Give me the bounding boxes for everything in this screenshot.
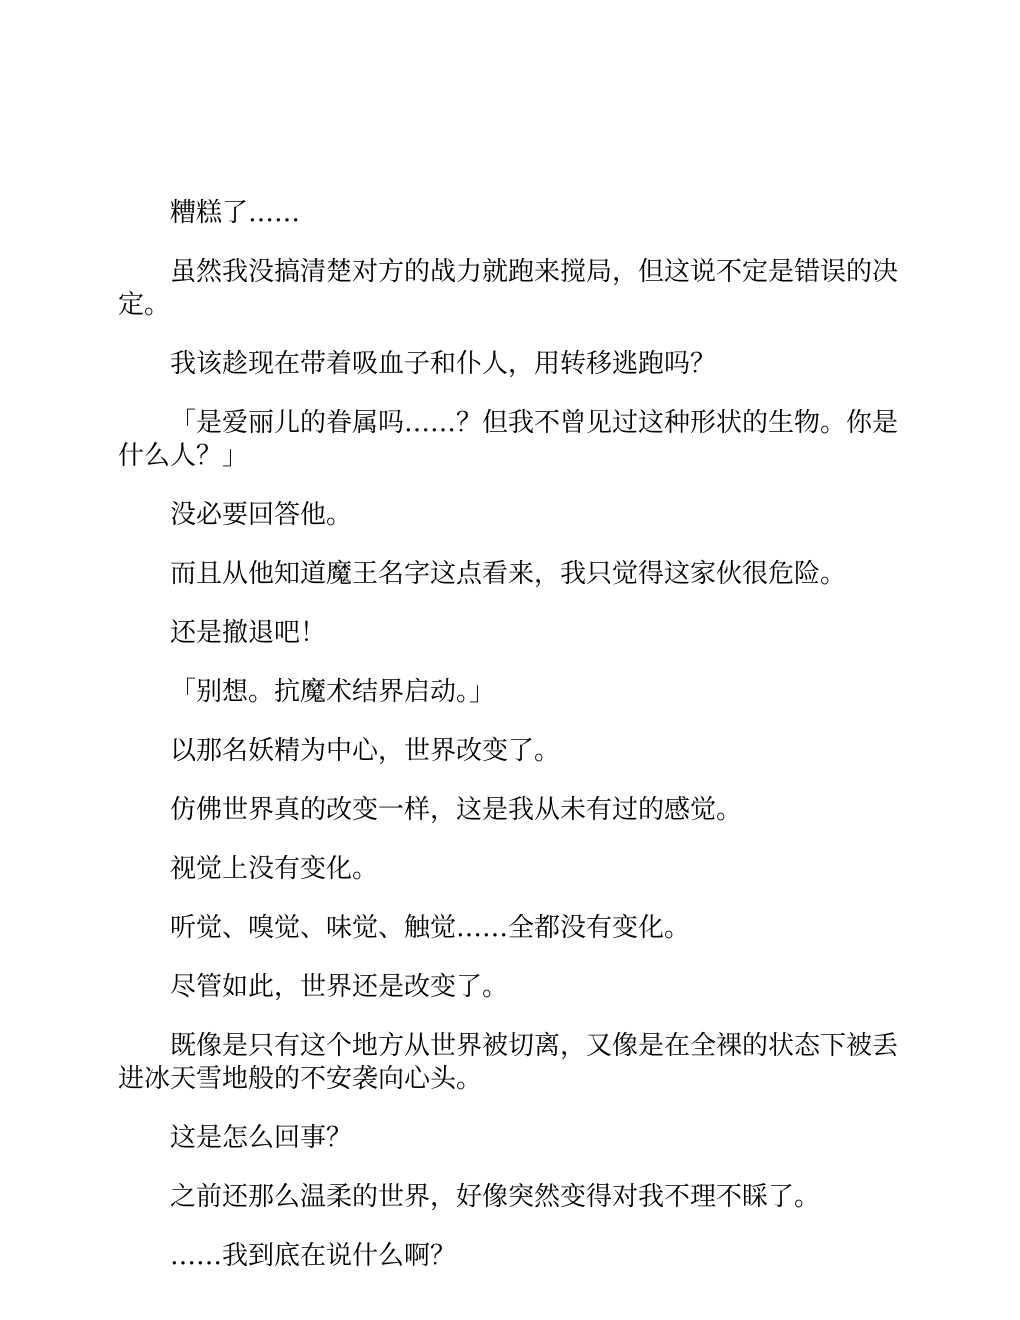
paragraph-9: 以那名妖精为中心，世界改变了。 xyxy=(170,736,561,766)
paragraph-6: 而且从他知道魔王名字这点看来，我只觉得这家伙很危险。 xyxy=(170,559,847,589)
paragraph-2: 虽然我没搞清楚对方的战力就跑来搅局，但这说不定是错误的决定。 xyxy=(118,257,899,320)
body-text xyxy=(118,197,898,1299)
paragraph-14: 既像是只有这个地方从世界被切离，又像是在全裸的状态下被丢进冰天雪地般的不安袭向心头。 xyxy=(118,1031,899,1094)
paragraph-13: 尽管如此，世界还是改变了。 xyxy=(170,972,509,1002)
paragraph-10: 仿佛世界真的改变一样，这是我从未有过的感觉。 xyxy=(170,795,743,825)
paragraph-16: 之前还那么温柔的世界，好像突然变得对我不理不睬了。 xyxy=(170,1182,821,1212)
paragraph-4: 「是爱丽儿的眷属吗……？但我不曾见过这种形状的生物。你是什么人？」 xyxy=(118,408,899,471)
paragraph-15: 这是怎么回事？ xyxy=(170,1123,353,1153)
paragraph-5: 没必要回答他。 xyxy=(170,500,353,530)
paragraph-1: 糟糕了…… xyxy=(170,198,301,228)
paragraph-8: 「别想。抗魔术结界启动。」 xyxy=(170,677,496,707)
paragraph-12: 听觉、嗅觉、味觉、触觉……全都没有变化。 xyxy=(170,913,691,943)
paragraph-17: ……我到底在说什么啊？ xyxy=(170,1241,457,1271)
paragraph-7: 还是撤退吧！ xyxy=(170,618,327,648)
paragraph-11: 视觉上没有变化。 xyxy=(170,854,379,884)
paragraph-3: 我该趁现在带着吸血子和仆人，用转移逃跑吗？ xyxy=(170,349,717,379)
